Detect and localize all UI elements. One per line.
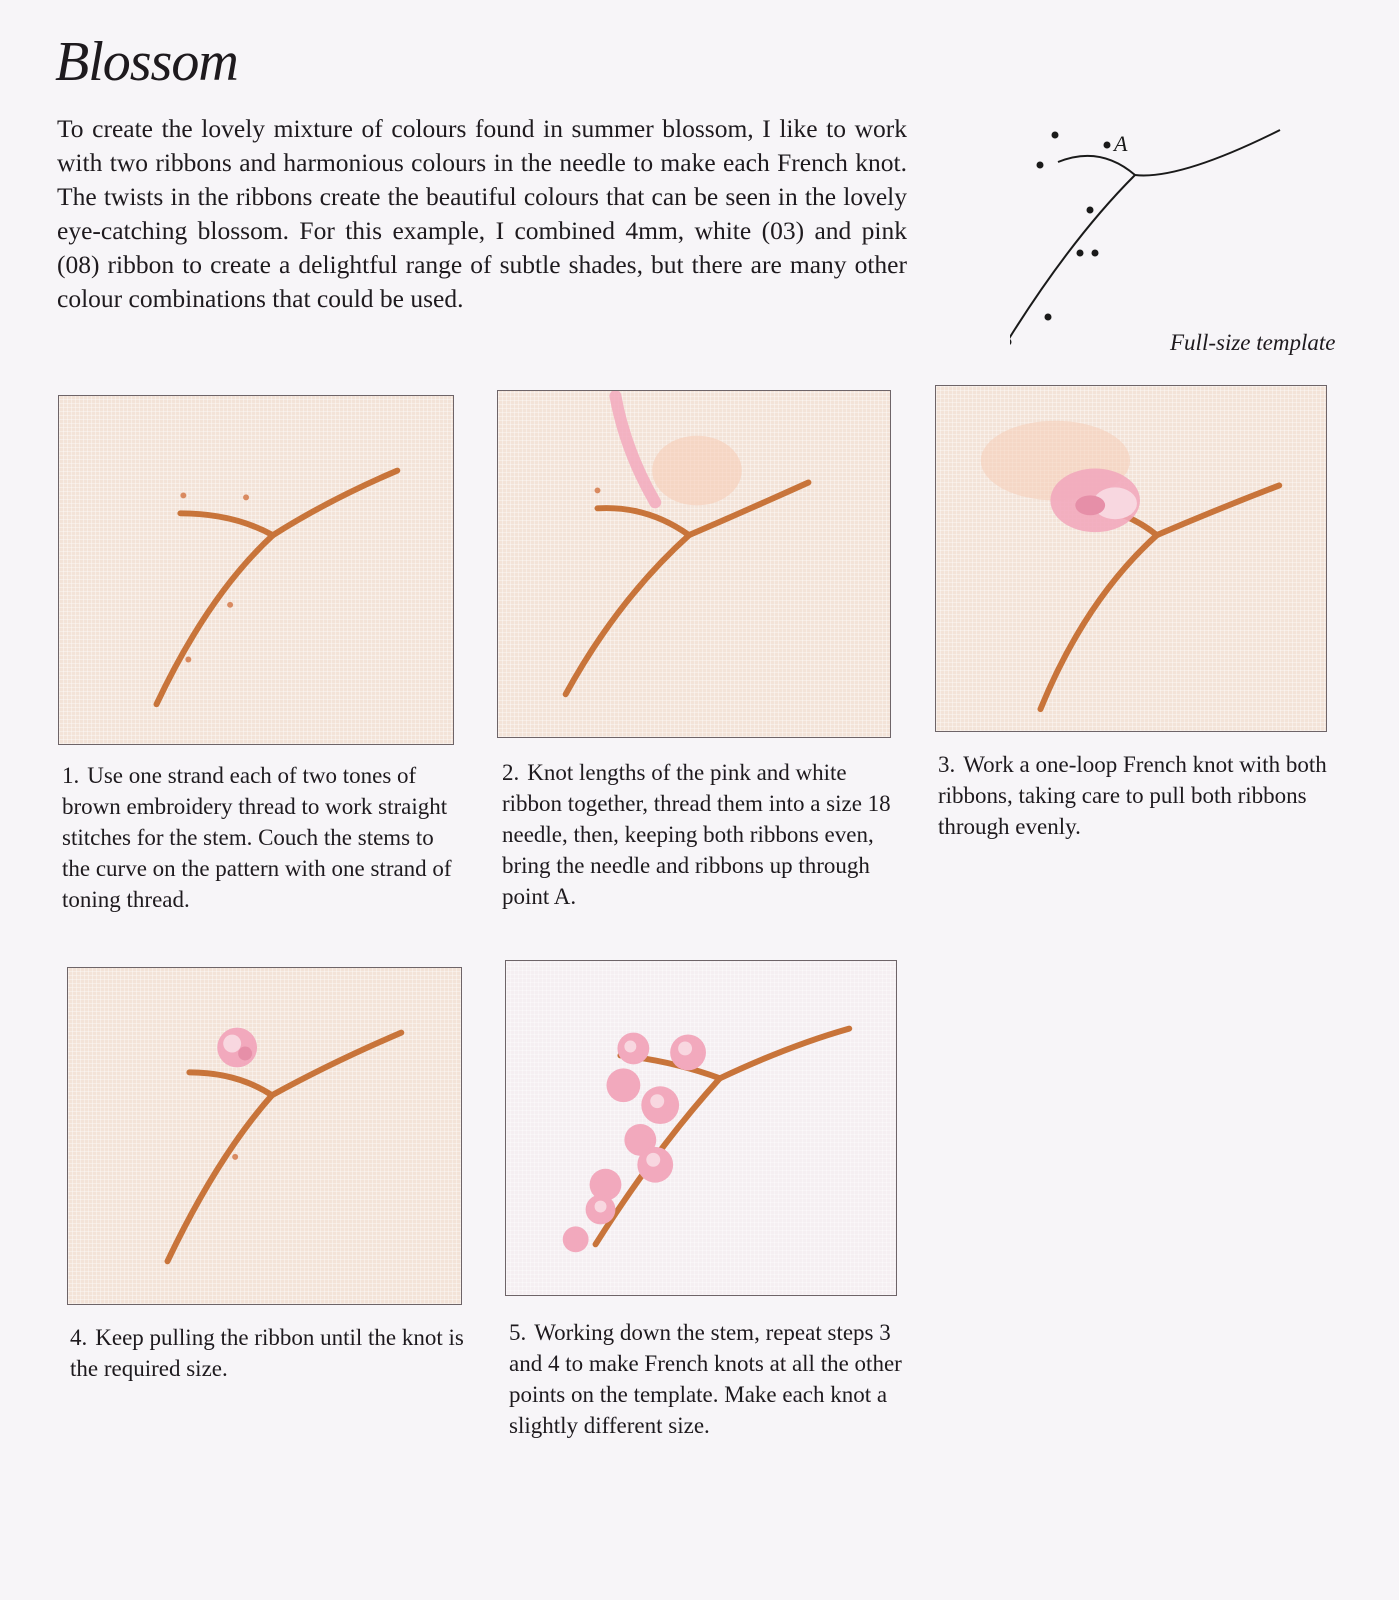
step-2-photo xyxy=(497,390,891,738)
step-4-caption xyxy=(70,1322,470,1384)
step-5-caption xyxy=(509,1317,909,1441)
page-title: Blossom xyxy=(55,31,238,93)
step-1-caption xyxy=(62,760,462,915)
template-point-a xyxy=(1104,142,1111,149)
step-3-number: 3. xyxy=(938,752,956,777)
template-point xyxy=(1045,314,1052,321)
step-5-number: 5. xyxy=(509,1320,527,1345)
template-point xyxy=(1052,132,1059,139)
step-5-text: Working down the stem, repeat steps 3 and 4 to make French knots at all the other points on the template. Make each knot a slightly different size. xyxy=(509,1320,902,1438)
template-caption: Full-size template xyxy=(1170,330,1336,355)
step-3-photo xyxy=(935,385,1327,732)
template-point-label: A xyxy=(1114,131,1128,156)
step-5-photo xyxy=(505,960,897,1296)
step-2-number: 2. xyxy=(502,760,520,785)
intro-paragraph: To create the lovely mixture of colours found in summer blossom, I like to work with two ribbons and harmonious colours in the needle to make each French knot. The twists in the ribbons create the beautiful colours that can be seen in the lovely eye-catching blossom. For this example, I combined 4mm, white (03) and pink (08) ribbon to create a delightful range of subtle shades, but there are many other colour combinations that could be used. xyxy=(57,114,907,313)
step-1-text: Use one strand each of two tones of brown embroidery thread to work straight stitches for the stem. Couch the stems to the curve on the pattern with one strand of toning thread. xyxy=(62,763,452,912)
step-2-caption xyxy=(502,757,902,912)
step-3-caption xyxy=(938,749,1338,842)
template-point xyxy=(1092,250,1099,257)
step-4-number: 4. xyxy=(70,1325,88,1350)
step-4-text: Keep pulling the ribbon until the knot is the required size. xyxy=(70,1325,464,1381)
template-point xyxy=(1010,339,1012,346)
step-1-photo xyxy=(58,395,454,745)
full-size-template xyxy=(1010,120,1370,370)
step-4-photo xyxy=(67,967,462,1305)
template-point xyxy=(1077,250,1084,257)
step-2-text: Knot lengths of the pink and white ribbon together, thread them into a size 18 needle, then, keeping both ribbons even, bring the needle and ribbons up through point A. xyxy=(502,760,891,909)
template-point xyxy=(1037,162,1044,169)
step-1-number: 1. xyxy=(62,763,80,788)
template-point xyxy=(1087,207,1094,214)
step-3-text: Work a one-loop French knot with both ribbons, taking care to pull both ribbons through evenly. xyxy=(938,752,1327,839)
